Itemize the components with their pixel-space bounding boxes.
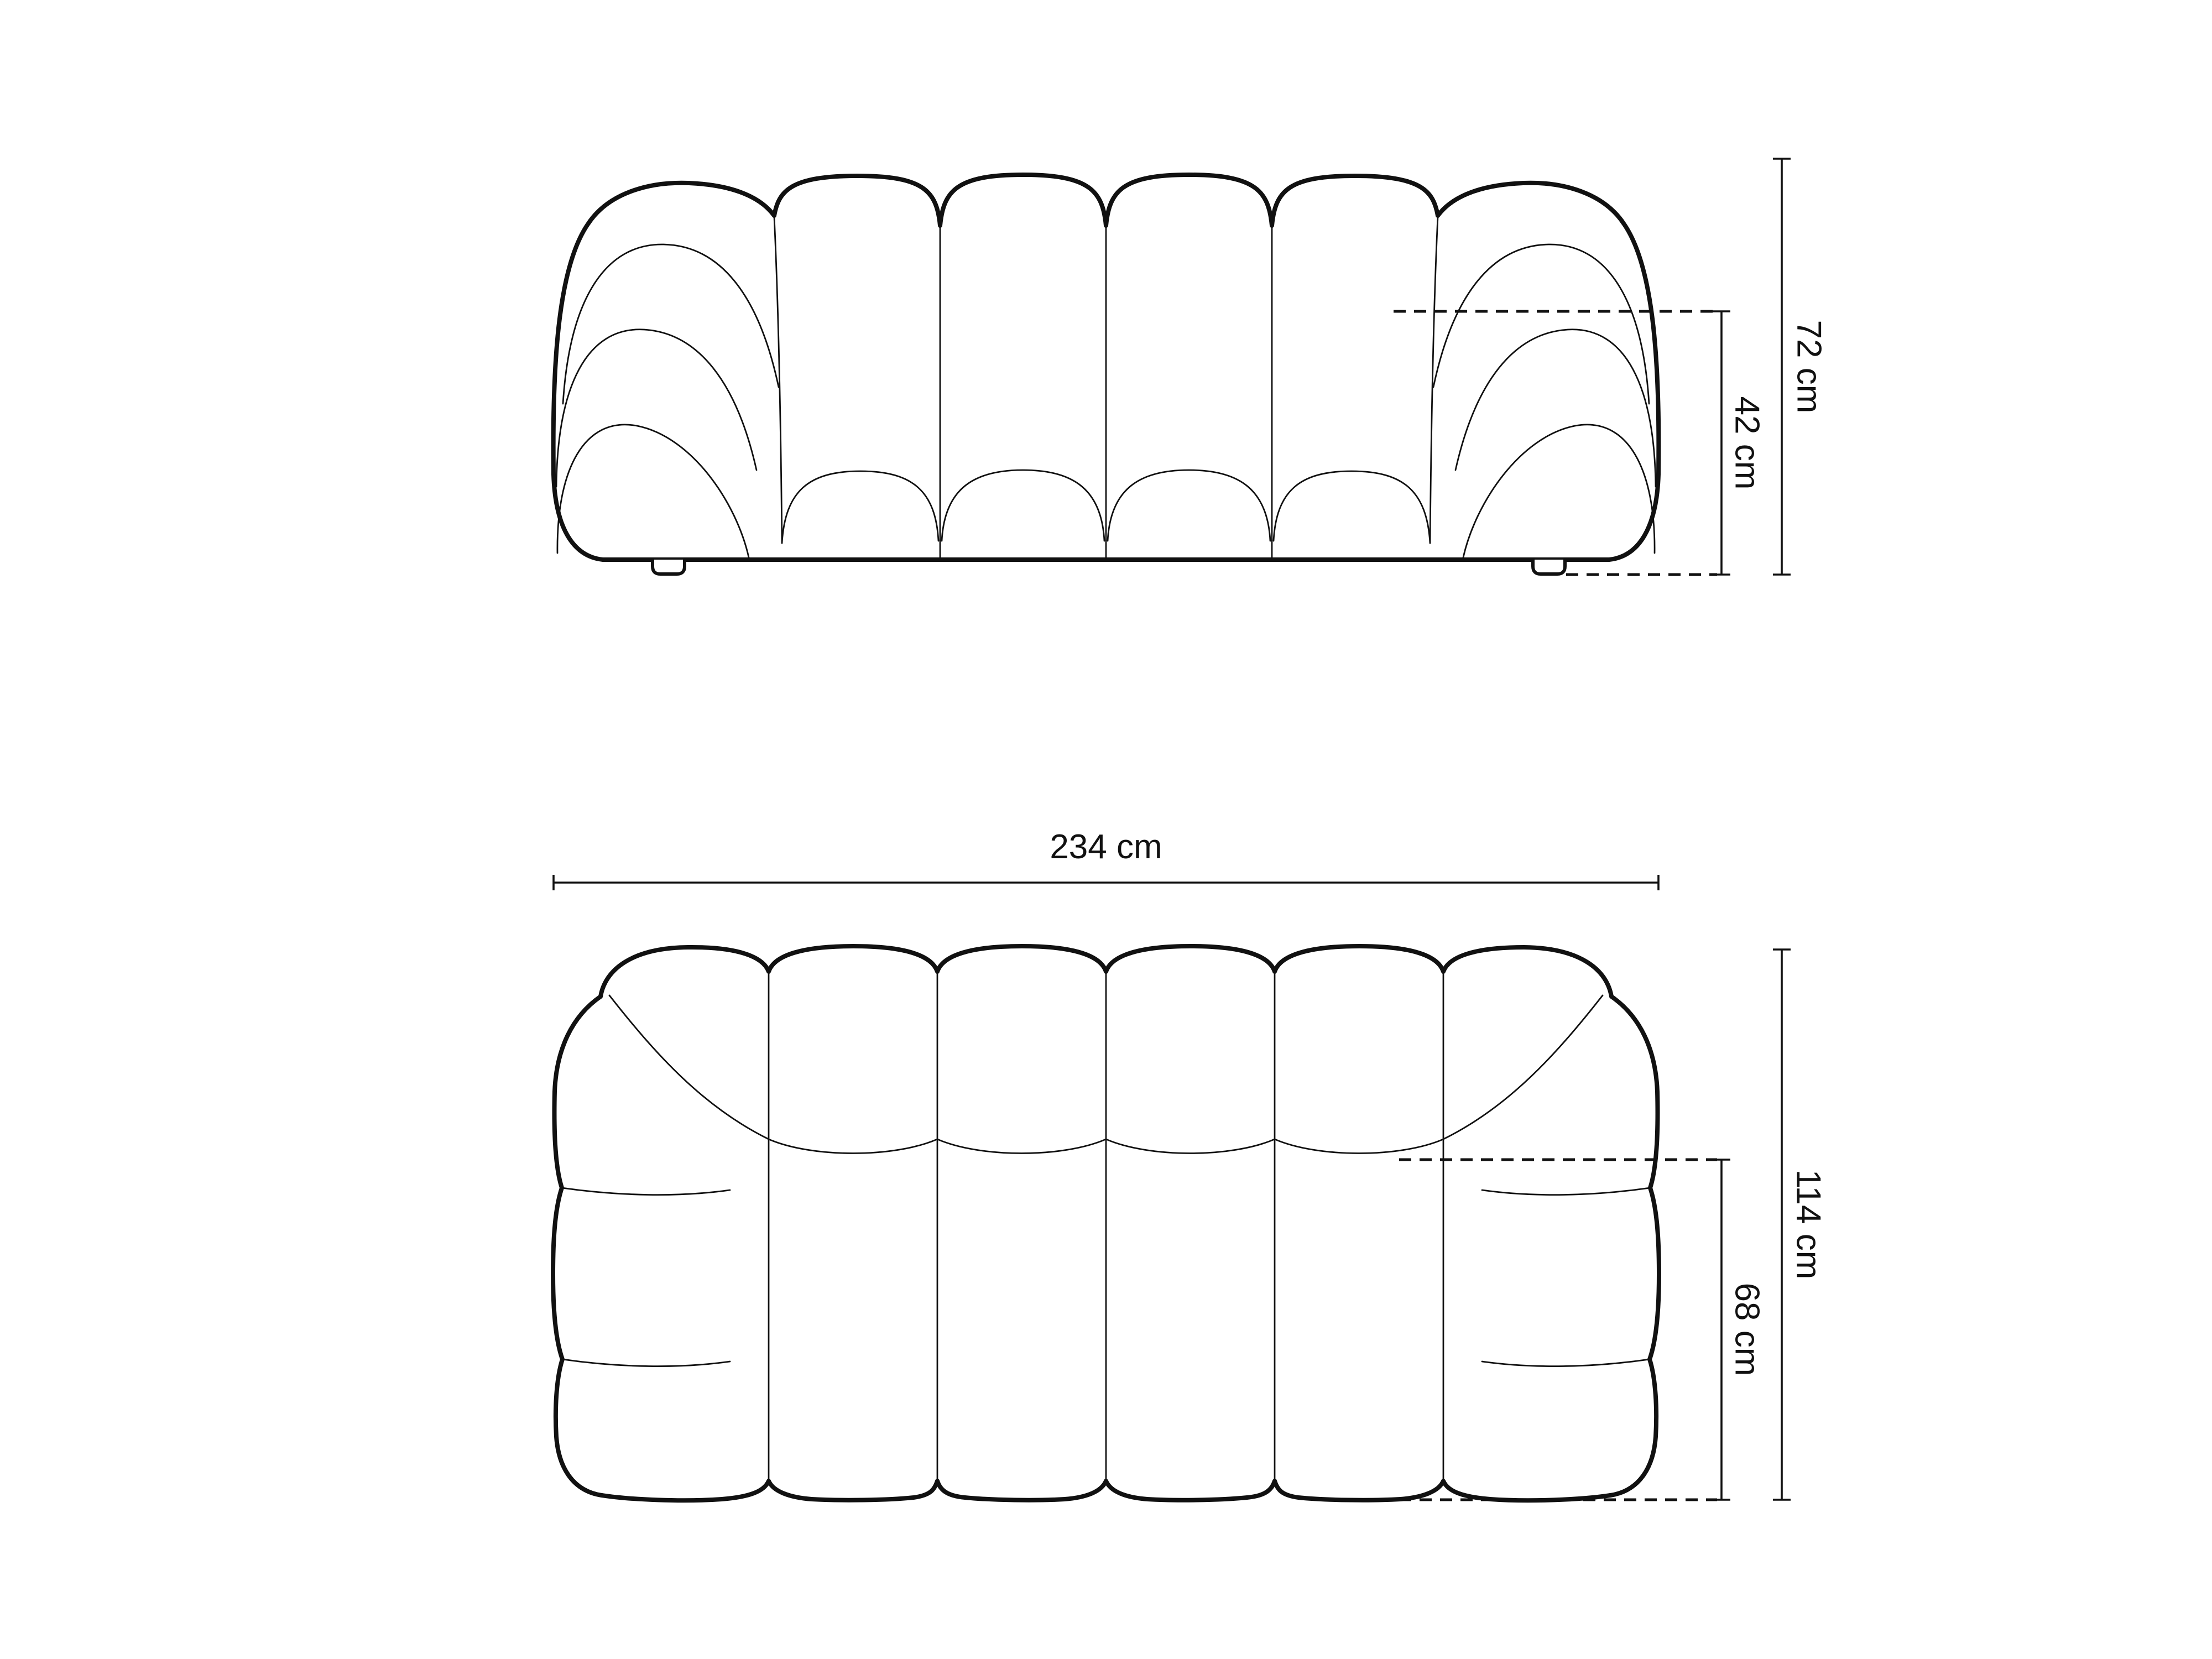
dim-label-68cm: 68 cm	[1728, 1282, 1766, 1376]
top-channel-seams	[769, 972, 1443, 1480]
dim-label-42cm: 42 cm	[1728, 396, 1766, 490]
top-left-arm-outline	[553, 997, 602, 1495]
front-right-arm-rolls	[1433, 244, 1656, 557]
front-right-leg	[1533, 560, 1565, 574]
top-seat-depth-dimension	[1399, 1160, 1766, 1500]
dim-label-234cm: 234 cm	[1050, 828, 1162, 866]
dimension-line-72	[1773, 159, 1791, 575]
dimension-line-68	[1713, 1160, 1730, 1500]
top-depth-dimension	[1773, 950, 1828, 1500]
top-front-edge	[602, 1481, 1610, 1500]
top-view	[553, 828, 1828, 1500]
front-height-dimension	[1773, 159, 1828, 575]
front-seat-height-dimension	[1394, 311, 1766, 575]
front-left-leg	[653, 560, 685, 574]
dimension-line-42	[1713, 311, 1730, 575]
dimension-line-114	[1773, 950, 1791, 1500]
front-view	[554, 159, 1828, 575]
front-channel-seams	[774, 217, 1438, 557]
top-right-arm-outline	[1610, 997, 1659, 1495]
top-width-dimension	[554, 828, 1658, 890]
dimension-line-234	[554, 875, 1658, 890]
front-left-arm-rolls	[556, 244, 779, 557]
dim-label-72cm: 72 cm	[1790, 320, 1828, 414]
dim-label-114cm: 114 cm	[1789, 1169, 1828, 1280]
